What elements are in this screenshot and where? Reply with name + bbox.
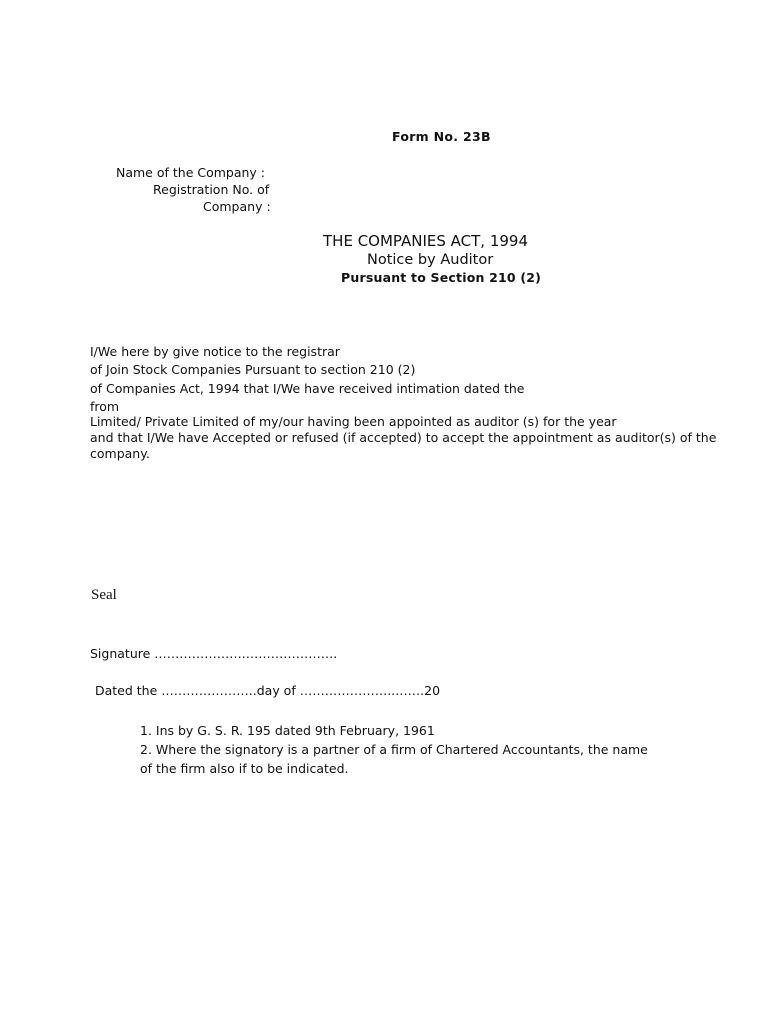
company-name-label: Name of the Company :: [116, 165, 266, 180]
notice-title: Notice by Auditor: [367, 252, 494, 268]
act-title: THE COMPANIES ACT, 1994: [323, 232, 529, 250]
dated-line: Dated the …………………..day of …………………..…….20: [95, 683, 441, 698]
footnote-item: 2. Where the signatory is a partner of a firm of Chartered Accountants, the name: [140, 742, 648, 757]
form-number: Form No. 23B: [392, 129, 491, 144]
body-line: I/We here by give notice to the registrar: [90, 344, 340, 359]
body-line: Limited/ Private Limited of my/our having been appointed as auditor (s) for the year: [90, 414, 617, 429]
registration-number-label: Registration No. of: [153, 182, 270, 197]
seal-label: Seal: [91, 587, 117, 603]
body-line: from: [90, 399, 120, 414]
body-line: of Companies Act, 1994 that I/We have received intimation dated the: [90, 381, 525, 396]
footnote-item: of the firm also if to be indicated.: [140, 761, 349, 776]
footnote-item: 1. Ins by G. S. R. 195 dated 9th February, 1961: [140, 723, 435, 738]
pursuant-subtitle: Pursuant to Section 210 (2): [341, 270, 542, 285]
company-label: Company :: [203, 199, 271, 214]
body-line: and that I/We have Accepted or refused (if accepted) to accept the appointment as auditor(s) of the: [90, 430, 717, 445]
body-line: of Join Stock Companies Pursuant to section 210 (2): [90, 362, 416, 377]
body-line: company.: [90, 446, 150, 461]
signature-line: Signature ………………….………………….: [90, 646, 338, 661]
